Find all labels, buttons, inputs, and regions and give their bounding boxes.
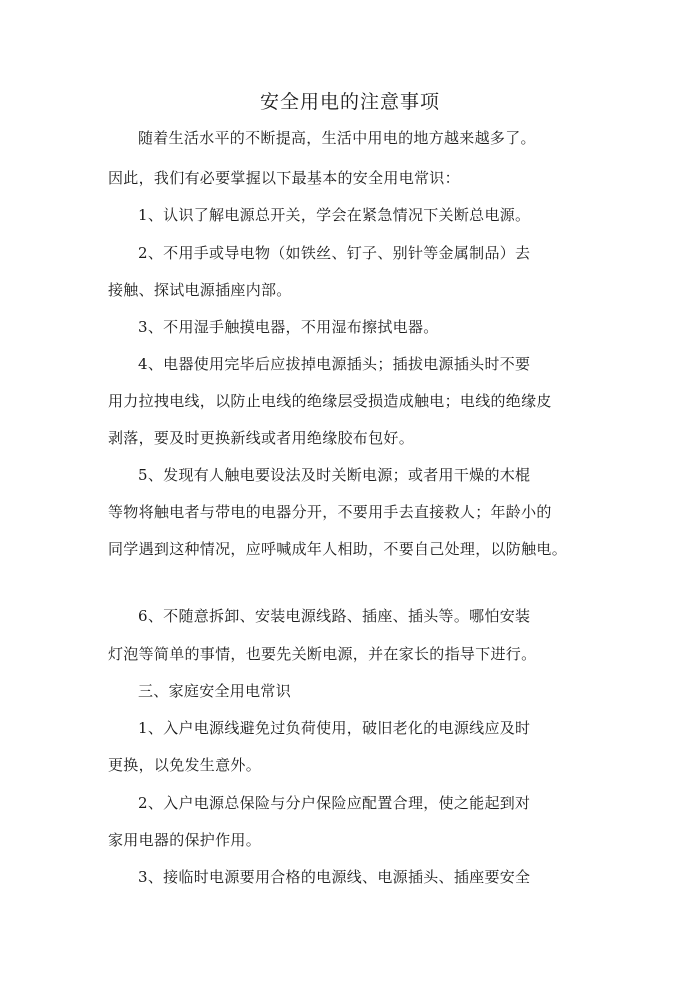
paragraph-line: 家用电器的保护作用。 — [108, 831, 262, 849]
paragraph-line: 2、入户电源总保险与分户保险应配置合理，使之能起到对 — [138, 794, 531, 812]
paragraph-line: 用力拉拽电线，以防止电线的绝缘层受损造成触电；电线的绝缘皮 — [108, 392, 552, 410]
paragraph-line: 5、发现有人触电要设法及时关断电源；或者用干燥的木棍 — [138, 466, 531, 484]
paragraph-line: 1、认识了解电源总开关，学会在紧急情况下关断总电源。 — [138, 206, 531, 224]
document-title: 安全用电的注意事项 — [259, 91, 440, 113]
paragraph-line: 因此，我们有必要掌握以下最基本的安全用电常识： — [108, 169, 460, 187]
paragraph-line: 随着生活水平的不断提高，生活中用电的地方越来越多了。 — [138, 129, 536, 147]
paragraph-line: 6、不随意拆卸、安装电源线路、插座、插头等。哪怕安装 — [138, 607, 531, 625]
paragraph-line: 灯泡等简单的事情，也要先关断电源，并在家长的指导下进行。 — [108, 645, 537, 663]
paragraph-line: 4、电器使用完毕后应拔掉电源插头；插拔电源插头时不要 — [138, 355, 531, 373]
paragraph-line: 等物将触电者与带电的电器分开，不要用手去直接救人；年龄小的 — [108, 503, 552, 521]
paragraph-line: 1、入户电源线避免过负荷使用，破旧老化的电源线应及时 — [138, 719, 531, 737]
paragraph-line: 接触、探试电源插座内部。 — [108, 281, 292, 299]
paragraph-line: 2、不用手或导电物（如铁丝、钉子、别针等金属制品）去 — [138, 244, 531, 262]
paragraph-line: 更换，以免发生意外。 — [108, 756, 262, 774]
paragraph-line: 3、不用湿手触摸电器，不用湿布擦拭电器。 — [138, 318, 439, 336]
section-heading: 三、家庭安全用电常识 — [138, 682, 292, 700]
paragraph-line: 同学遇到这种情况，应呼喊成年人相助，不要自己处理，以防触电。 — [108, 540, 568, 558]
paragraph-line: 剥落，要及时更换新线或者用绝缘胶布包好。 — [108, 429, 415, 447]
paragraph-line: 3、接临时电源要用合格的电源线、电源插头、插座要安全 — [138, 868, 531, 886]
